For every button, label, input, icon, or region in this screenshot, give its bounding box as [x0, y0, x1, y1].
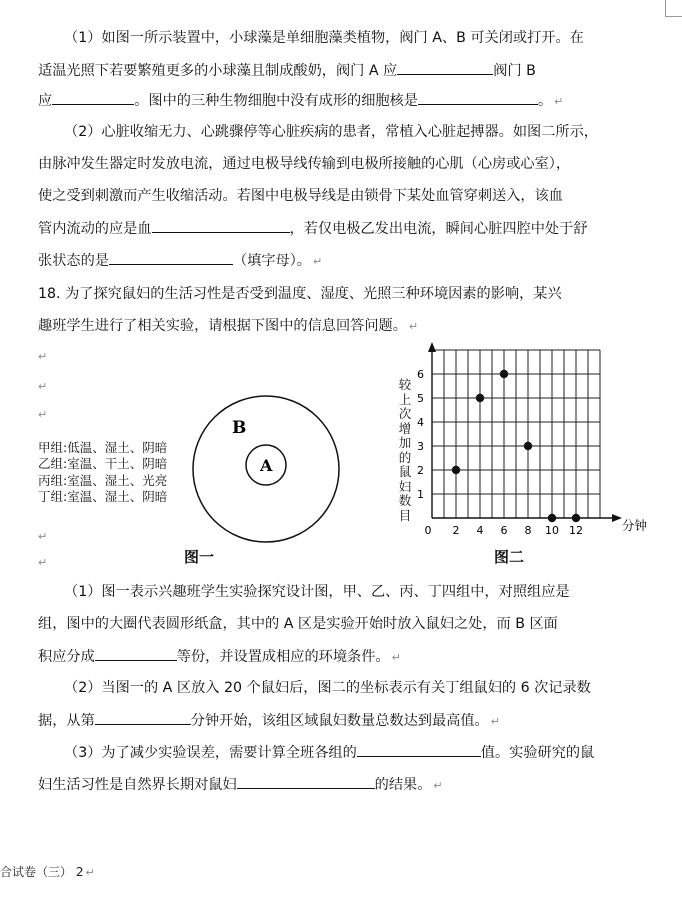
group-label-jia: 甲组:低温、湿土、阴暗	[38, 440, 168, 455]
answer-blank-minute[interactable]	[95, 710, 191, 725]
y-tick-label: 5	[417, 392, 424, 405]
inner-label-a: A	[260, 456, 273, 475]
y-tick-label: 6	[417, 368, 424, 381]
answer-blank-valve-a[interactable]	[397, 60, 493, 75]
paragraph-mark: ↵	[38, 556, 48, 569]
figure2-caption: 图二	[494, 548, 525, 566]
figure1-caption: 图一	[184, 548, 215, 566]
answer-blank-portions[interactable]	[95, 646, 177, 661]
x-tick-label: 10	[545, 524, 559, 537]
q2-line-4: 管内流动的应是血 ，若仅电极乙发出电流，瞬间心脏四腔中处于舒	[38, 218, 587, 239]
y-tick-label: 4	[417, 416, 424, 429]
paragraph-mark: ↵	[38, 408, 48, 421]
y-tick-label: 1	[417, 488, 424, 501]
answer-blank-blood-type[interactable]	[152, 218, 290, 233]
outer-label-b: B	[232, 418, 247, 438]
q2-line-5: 张状态的是 （填字母）。 ↵	[38, 250, 322, 272]
answer-blank-natural-selection[interactable]	[237, 774, 375, 789]
group-label-ding: 丁组:室温、湿土、阴暗	[38, 489, 168, 504]
q1-line-2: 适温光照下若要繁殖更多的小球藻且制成酸奶，阀门 A 应 阀门 B	[38, 60, 536, 81]
paragraph-mark: ↵	[38, 380, 48, 393]
page-footer: 合试卷（三） 2 ↵	[0, 865, 95, 879]
group-label-bing: 丙组:室温、湿土、光亮	[38, 473, 168, 488]
y-tick-label: 3	[417, 440, 424, 453]
q1-line-1: （1）如图一所示装置中，小球藻是单细胞藻类植物，阀门 A、B 可关闭或打开。在	[64, 30, 584, 46]
s1-line-2: 组，图中的大圈代表圆形纸盒，其中的 A 区是实验开始时放入鼠妇之处，而 B 区面	[38, 616, 558, 632]
figure1-diagram	[190, 395, 340, 545]
answer-blank-valve-b[interactable]	[52, 90, 134, 105]
group-label-yi: 乙组:室温、干土、阴暗	[38, 456, 168, 471]
x-tick-label: 8	[524, 524, 532, 537]
chart-y-axis-label: 较上次增加的鼠妇数目	[398, 377, 412, 523]
s1-line-1: （1）图一表示兴趣班学生实验探究设计图，甲、乙、丙、丁四组中，对照组应是	[64, 584, 570, 600]
y-tick-label: 2	[417, 464, 424, 477]
data-point	[524, 442, 532, 450]
page-corner-mark	[665, 0, 682, 17]
paragraph-mark: ↵	[38, 530, 48, 543]
data-point	[452, 466, 460, 474]
origin-label: 0	[424, 524, 432, 537]
y-axis-arrow	[428, 342, 436, 352]
data-point	[572, 514, 580, 522]
q2-line-2: 由脉冲发生器定时发放电流，通过电极导线传输到电极所接触的心肌（心房或心室），	[38, 156, 571, 172]
s3-line-1: （3）为了减少实验误差，需要计算全班各组的 值。实验研究的鼠	[64, 742, 594, 763]
answer-blank-heart-chambers[interactable]	[109, 250, 233, 265]
x-axis-unit-label: 分钟	[622, 518, 648, 533]
q2-line-1: （2）心脏收缩无力、心跳骤停等心脏疾病的患者，常植入心脏起搏器。如图二所示，	[64, 124, 598, 140]
x-axis-arrow	[612, 514, 622, 522]
q18-line-1: 18. 为了探究鼠妇的生活习性是否受到温度、湿度、光照三种环境因素的影响，某兴	[38, 286, 562, 302]
s2-line-1: （2）当图一的 A 区放入 20 个鼠妇后，图二的坐标表示有关丁组鼠妇的 6 次记录数	[64, 680, 591, 696]
s2-line-2: 据，从第 分钟开始，该组区域鼠妇数量总数达到最高值。 ↵	[38, 710, 500, 732]
answer-blank-prokaryote[interactable]	[418, 90, 538, 105]
data-point	[548, 514, 556, 522]
answer-blank-average[interactable]	[357, 742, 481, 757]
x-tick-label: 2	[452, 524, 460, 537]
figure2-chart	[412, 340, 648, 550]
q2-line-3: 使之受到刺激而产生收缩活动。若图中电极导线是由锁骨下某处血管穿刺送入，该血	[38, 188, 563, 204]
data-point	[500, 370, 508, 378]
q18-line-2: 趣班学生进行了相关实验，请根据下图中的信息回答问题。 ↵	[38, 318, 419, 334]
x-tick-label: 6	[500, 524, 508, 537]
s3-line-2: 妇生活习性是自然界长期对鼠妇 的结果。 ↵	[38, 774, 443, 796]
q1-line-3: 应 。图中的三种生物细胞中没有成形的细胞核是 。 ↵	[38, 90, 563, 112]
s1-line-3: 积应分成 等份，并设置成相应的环境条件。 ↵	[38, 646, 401, 668]
paragraph-mark: ↵	[38, 350, 48, 363]
x-tick-label: 4	[476, 524, 484, 537]
x-tick-label: 12	[569, 524, 583, 537]
data-point	[476, 394, 484, 402]
